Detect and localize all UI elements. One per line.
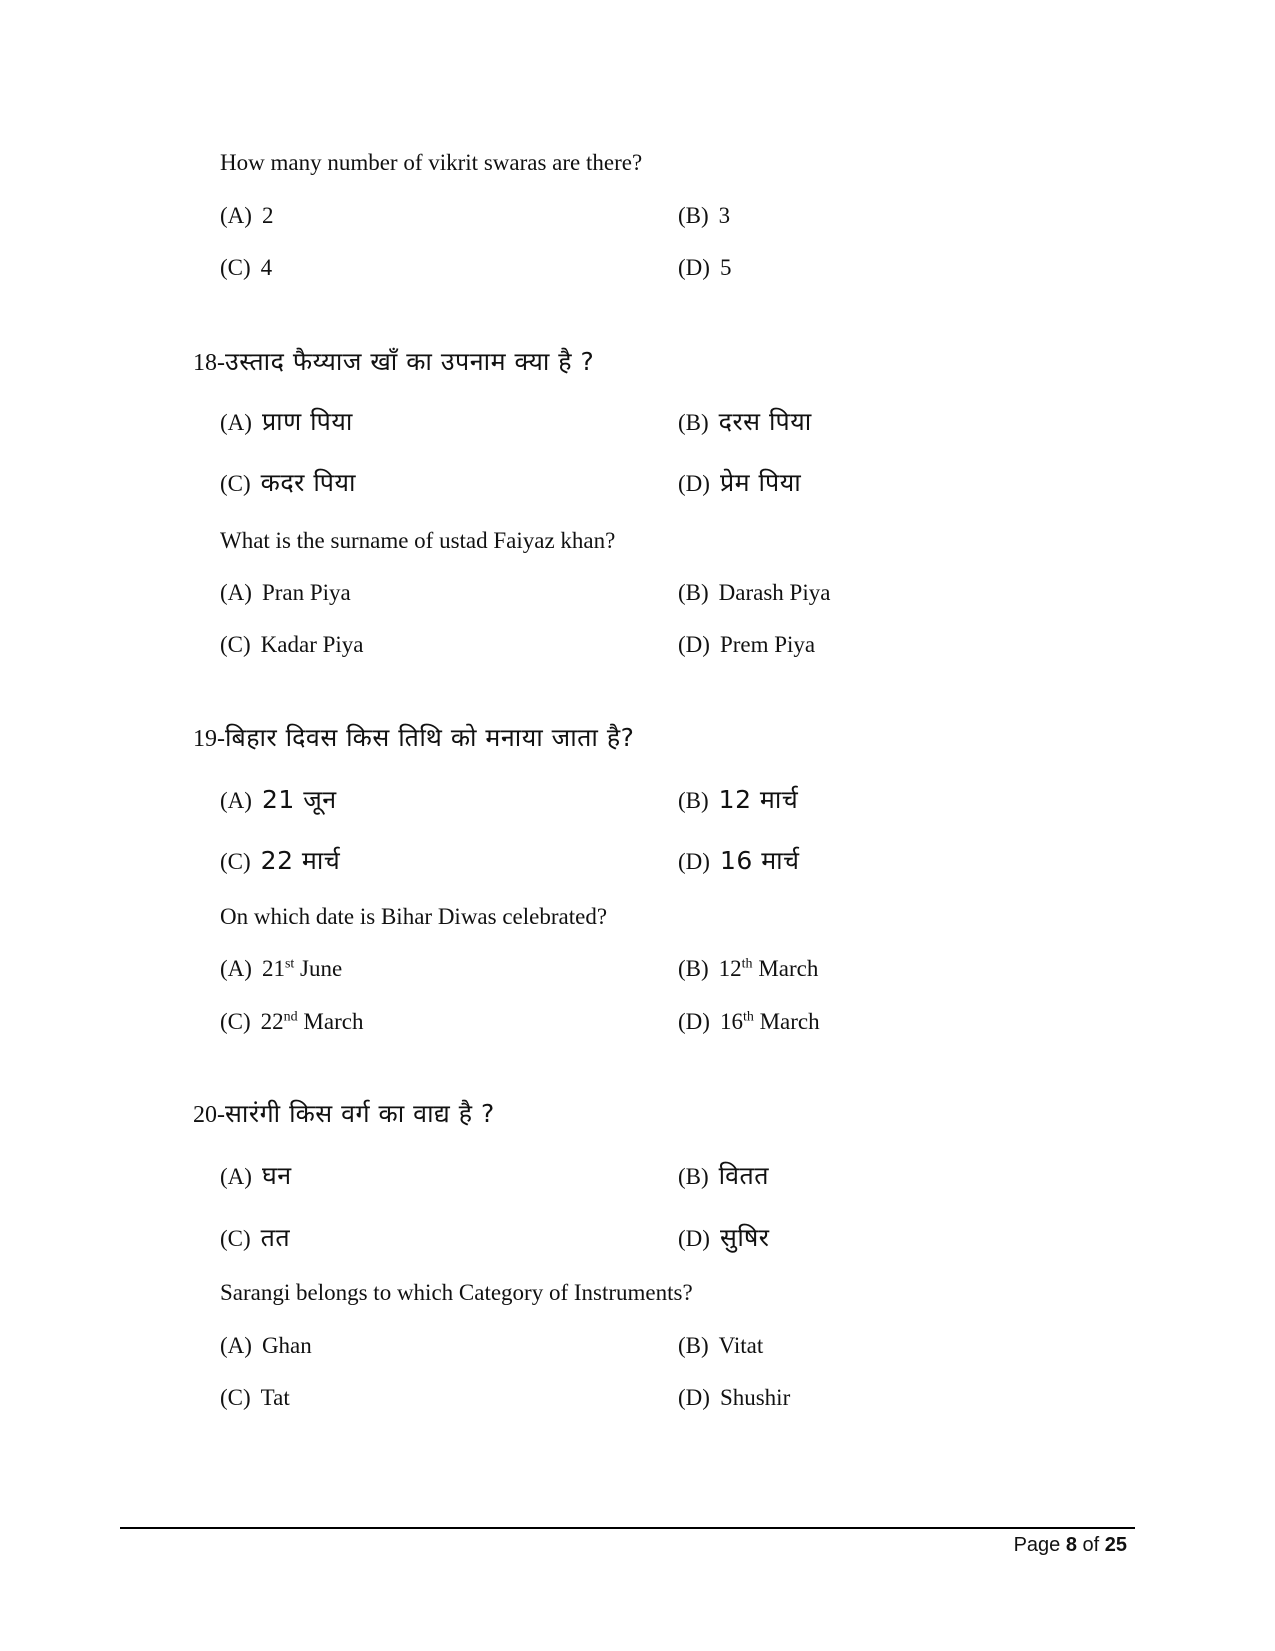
q20-option-d-en: (D) Shushir — [678, 1385, 791, 1410]
q20-option-a-hi: (A) घन — [220, 1161, 292, 1190]
q20-question-en: Sarangi belongs to which Category of Instruments? — [220, 1280, 693, 1305]
q18-option-a-en: (A) Pran Piya — [220, 580, 351, 605]
q19-option-b-hi: (B) 12 मार्च — [678, 785, 799, 814]
q18-option-d-en: (D) Prem Piya — [678, 632, 816, 657]
q19-option-d-hi: (D) 16 मार्च — [678, 846, 800, 875]
q20-option-d-hi: (D) सुषिर — [678, 1223, 770, 1252]
q17-option-c: (C) 4 — [220, 255, 273, 280]
q18-option-b-en: (B) Darash Piya — [678, 580, 831, 605]
q20-option-c-en: (C) Tat — [220, 1385, 290, 1410]
q19-question-hi: 19-बिहार दिवस किस तिथि को मनाया जाता है? — [193, 723, 635, 752]
q18-option-b-hi: (B) दरस पिया — [678, 407, 812, 436]
q19-option-a-en: (A) 21st June — [220, 956, 343, 981]
q19-option-c-en: (C) 22nd March — [220, 1009, 364, 1034]
q18-option-a-hi: (A) प्राण पिया — [220, 407, 353, 436]
footer-divider — [120, 1527, 1135, 1529]
q17-option-d: (D) 5 — [678, 255, 732, 280]
q20-option-c-hi: (C) तत — [220, 1223, 291, 1252]
q19-option-d-en: (D) 16th March — [678, 1009, 820, 1034]
page-number: Page 8 of 25 — [1013, 1534, 1127, 1556]
q17-question-en: How many number of vikrit swaras are there? — [220, 150, 643, 175]
q18-question-en: What is the surname of ustad Faiyaz khan? — [220, 528, 616, 553]
q19-question-en: On which date is Bihar Diwas celebrated? — [220, 904, 608, 929]
q18-question-hi: 18-उस्ताद फैय्याज खाँ का उपनाम क्या है ? — [193, 347, 595, 376]
q19-option-c-hi: (C) 22 मार्च — [220, 846, 341, 875]
q18-option-c-hi: (C) कदर पिया — [220, 468, 356, 497]
q19-option-a-hi: (A) 21 जून — [220, 785, 337, 814]
q18-option-d-hi: (D) प्रेम पिया — [678, 468, 802, 497]
q20-option-b-en: (B) Vitat — [678, 1333, 764, 1358]
q20-option-b-hi: (B) वितत — [678, 1161, 770, 1190]
q17-option-b: (B) 3 — [678, 203, 731, 228]
q20-question-hi: 20-सारंगी किस वर्ग का वाद्य है ? — [193, 1099, 495, 1128]
q19-option-b-en: (B) 12th March — [678, 956, 819, 981]
q17-option-a: (A) 2 — [220, 203, 274, 228]
q20-option-a-en: (A) Ghan — [220, 1333, 312, 1358]
q18-option-c-en: (C) Kadar Piya — [220, 632, 364, 657]
